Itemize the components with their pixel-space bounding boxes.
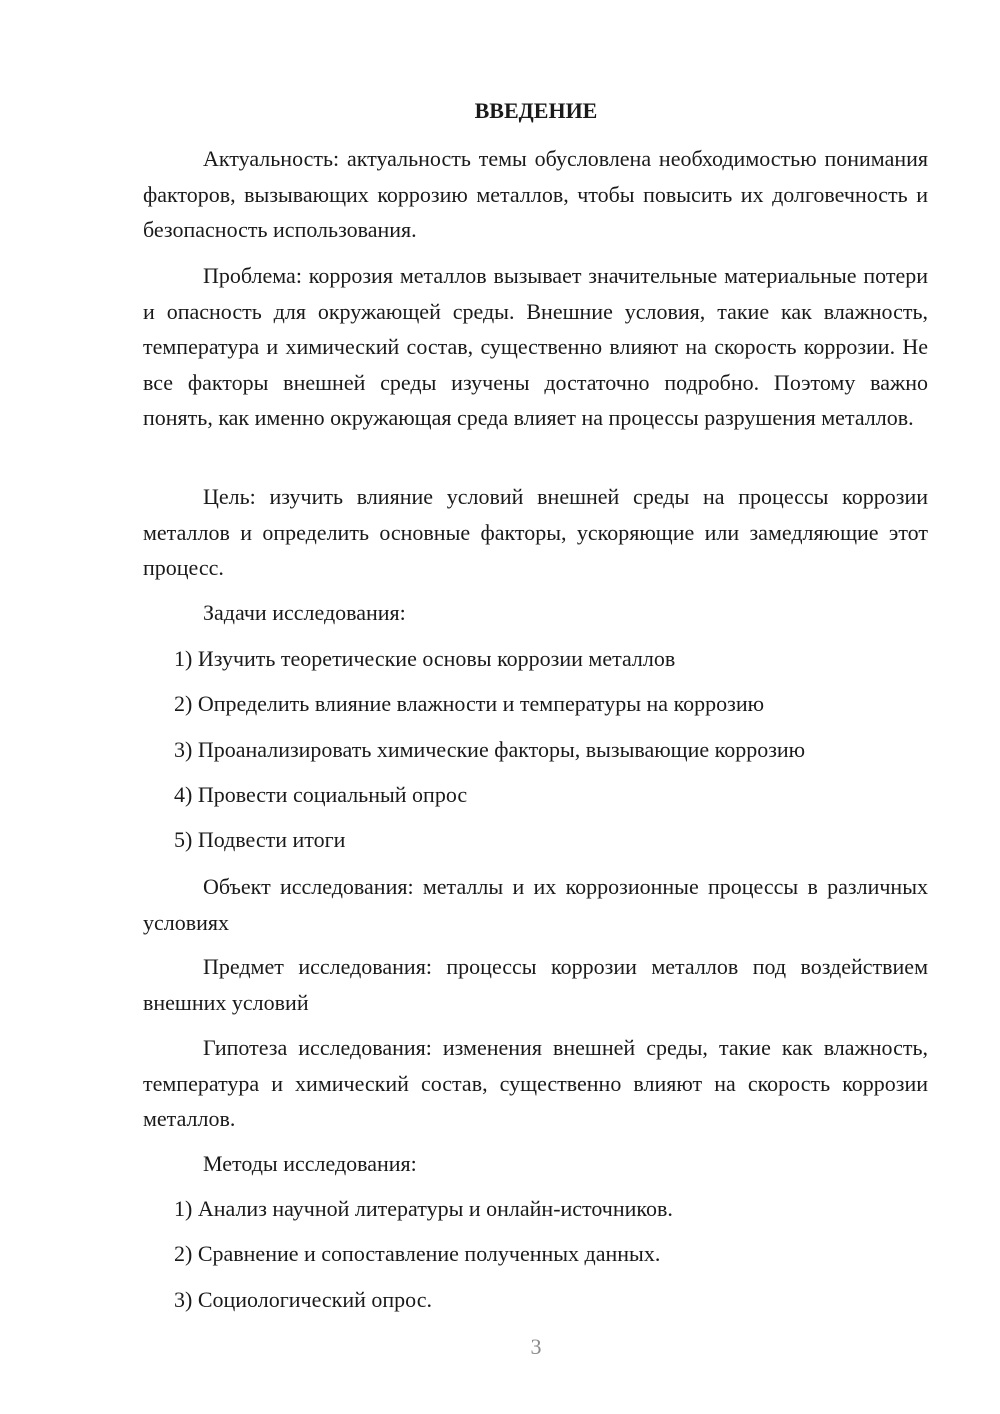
task-item: 2) Определить влияние влажности и температуры на коррозию — [174, 691, 765, 716]
method-item: 3) Социологический опрос. — [174, 1287, 432, 1312]
hypothesis-paragraph: Гипотеза исследования: изменения внешней среды, такие как влажность, температура и химический состав, существенно влияют на скорость коррозии металлов. — [143, 1035, 928, 1131]
task-item: 1) Изучить теоретические основы коррозии металлов — [174, 646, 676, 671]
method-item: 1) Анализ научной литературы и онлайн-источников. — [174, 1196, 673, 1221]
page-number: 3 — [530, 1334, 542, 1359]
subject-paragraph: Предмет исследования: процессы коррозии металлов под воздействием внешних условий — [143, 954, 928, 1015]
task-item: 3) Проанализировать химические факторы, вызывающие коррозию — [174, 737, 806, 762]
problem-paragraph: Проблема: коррозия металлов вызывает значительные материальные потери и опасность для окружающей среды. Внешние условия, такие как влажность, температура и химический состав, существенно влияют на скорость коррозии. Не все факторы внешней среды изучены достаточно подробно. Поэтому важно понять, как именно окружающая среда влияет на процессы разрушения металлов. — [143, 263, 928, 430]
task-item: 4) Провести социальный опрос — [174, 782, 468, 807]
task-item: 5) Подвести итоги — [174, 827, 346, 852]
tasks-label: Задачи исследования: — [203, 600, 406, 625]
goal-paragraph: Цель: изучить влияние условий внешней среды на процессы коррозии металлов и определить основные факторы, ускоряющие или замедляющие этот процесс. — [143, 484, 928, 580]
method-item: 2) Сравнение и сопоставление полученных данных. — [174, 1241, 661, 1266]
section-heading: ВВЕДЕНИЕ — [474, 98, 598, 123]
relevance-paragraph: Актуальность: актуальность темы обусловлена необходимостью понимания факторов, вызывающих коррозию металлов, чтобы повысить их долговечность и безопасность использования. — [143, 146, 928, 242]
object-paragraph: Объект исследования: металлы и их коррозионные процессы в различных условиях — [143, 874, 928, 935]
methods-label: Методы исследования: — [203, 1151, 417, 1176]
